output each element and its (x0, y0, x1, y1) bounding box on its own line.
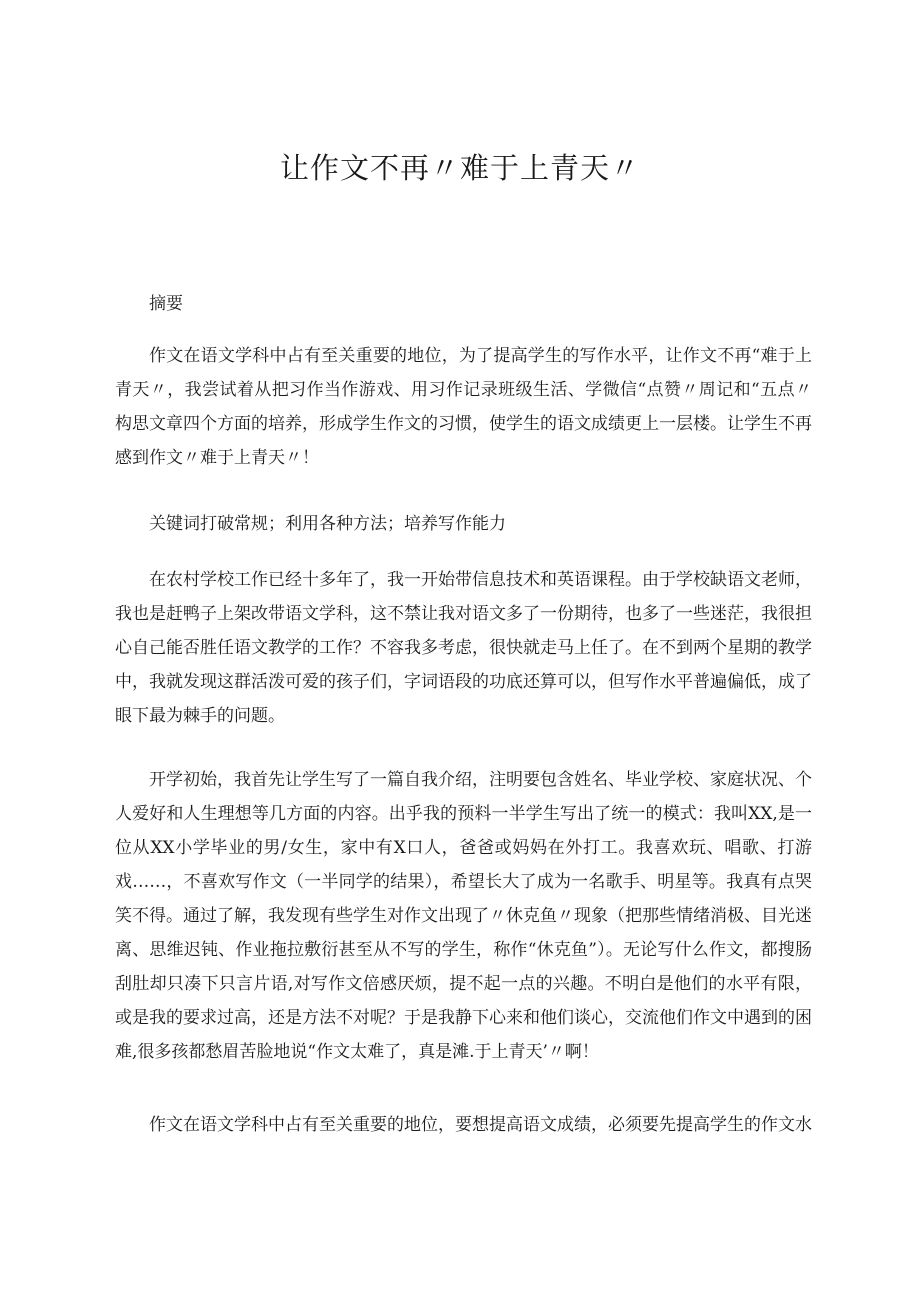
keywords-paragraph: 关键词打破常规；利用各种方法；培养写作能力 (149, 514, 506, 534)
abstract-heading: 摘要 (149, 294, 183, 314)
body-paragraph: 开学初始，我首先让学生写了一篇自我介绍，注明要包含姓名、毕业学校、家庭状况、个人爱好和人生理想等几方面的内容。出乎我的预料一半学生写出了统一的模式：我叫XX,是一位从XX小学毕业的男/女生，家中有X口人，爸爸或妈妈在外打工。我喜欢玩、唱歌、打游戏……，不喜欢写作文（一半同学的结果），希望长大了成为一名歌手、明星等。我真有点哭笑不得。通过了解，我发现有些学生对作文出现了〃休克鱼〃现象（把那些情绪消极、目光迷离、思维迟钝、作业拖拉敷衍甚至从不写的学生，称作“休克鱼”）。无论写什么作文，都搜肠刮肚却只凑下只言片语,对写作文倍感厌烦，提不起一点的兴趣。不明白是他们的水平有限，或是我的要求过高，还是方法不对呢？于是我静下心来和他们谈心，交流他们作文中遇到的困难,很多孩都愁眉苦脸地说“作文太难了，真是滩.于上青天’〃啊！ (115, 770, 812, 1062)
abstract-paragraph: 作文在语文学科中占有至关重要的地位，为了提高学生的写作水平，让作文不再“难于上青天〃，我尝试着从把习作当作游戏、用习作记录班级生活、学微信“点赞〃周记和“五点〃构思文章四个方面的培养，形成学生作文的习惯，使学生的语文成绩更上一层楼。让学生不再感到作文〃难于上青天〃！ (115, 346, 812, 468)
body-paragraph: 作文在语文学科中占有至关重要的地位，要想提高语文成绩，必须要先提高学生的作文水 (149, 1115, 812, 1135)
document-title: 让作文不再〃难于上青天〃 (279, 151, 640, 185)
body-paragraph: 在农村学校工作已经十多年了，我一开始带信息技术和英语课程。由于学校缺语文老师，我也是赶鸭子上架改带语文学科，这不禁让我对语文多了一份期待，也多了一些迷茫，我很担心自己能否胜任语文教学的工作？不容我多考虑，很快就走马上任了。在不到两个星期的教学中，我就发现这群活泼可爱的孩子们，字词语段的功底还算可以，但写作水平普遍偏低，成了眼下最为棘手的问题。 (115, 570, 812, 726)
